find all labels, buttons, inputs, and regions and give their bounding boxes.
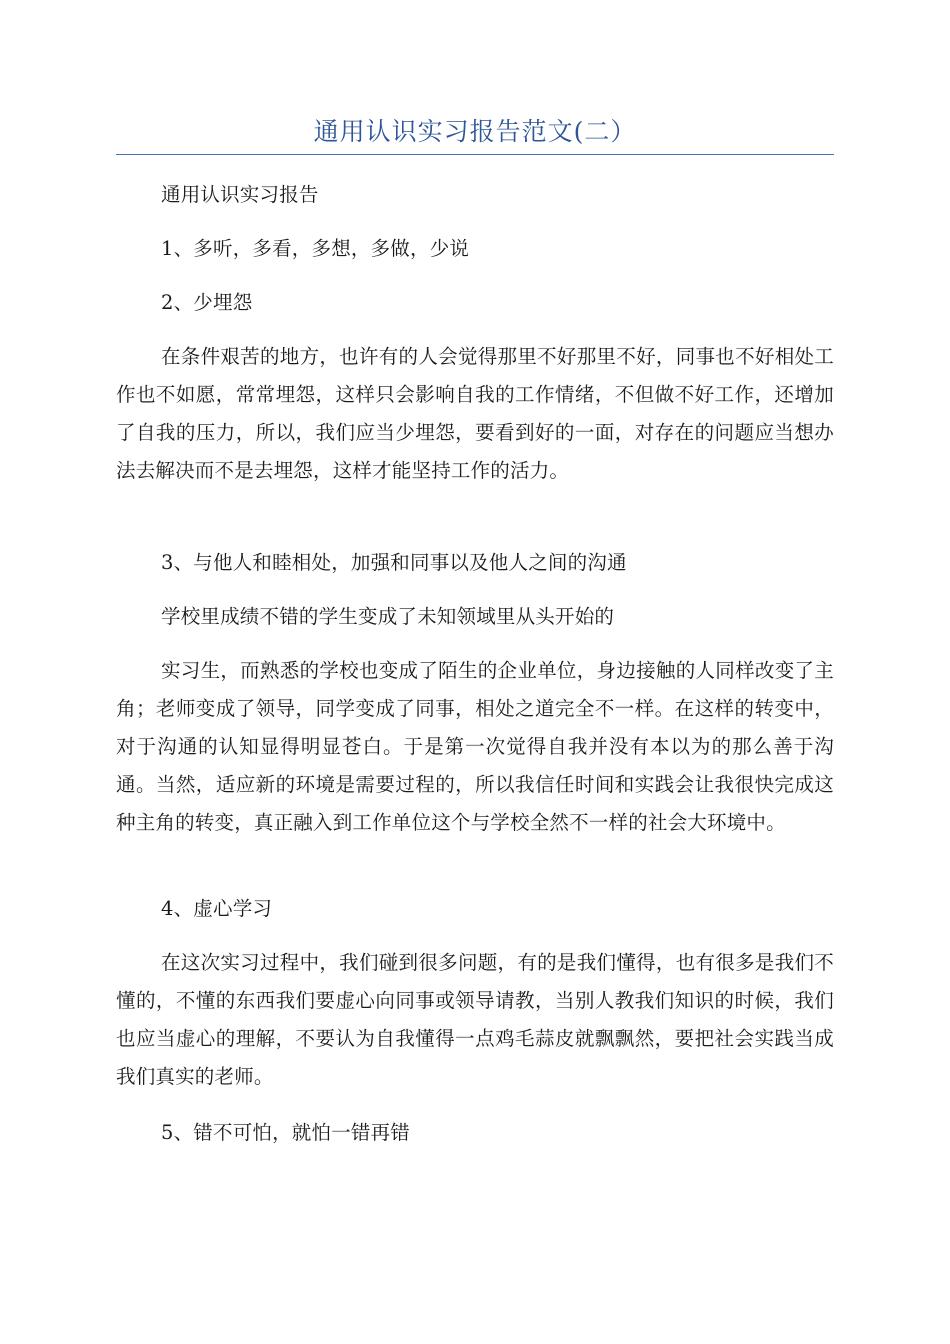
paragraph-point-4: 4、虚心学习 <box>161 897 273 920</box>
paragraph-point-1: 1、多听，多看，多想，多做，少说 <box>161 237 470 260</box>
paragraph-body-4: 在这次实习过程中，我们碰到很多问题，有的是我们懂得，也有很多是我们不懂的，不懂的东西我们要虚心向同事或领导请教，当别人教我们知识的时候，我们也应当虚心的理解，不要认为自我懂得一点鸡毛蒜皮就飘飘然，要把社会实践当成我们真实的老师。 <box>116 951 834 1088</box>
paragraph-point-3: 3、与他人和睦相处，加强和同事以及他人之间的沟通 <box>161 551 627 574</box>
document-title: 通用认识实习报告范文(二） <box>313 117 637 146</box>
paragraph-body-3: 实习生，而熟悉的学校也变成了陌生的企业单位，身边接触的人同样改变了主角；老师变成了领导，同学变成了同事，相处之道完全不一样。在这样的转变中，对于沟通的认知显得明显苍白。于是第一次觉得自我并没有本以为的那么善于沟通。当然，适应新的环境是需要过程的，所以我信任时间和实践会让我很快完成这种主角的转变，真正融入到工作单位这个与学校全然不一样的社会大环境中。 <box>116 659 834 834</box>
paragraph-point-2: 2、少埋怨 <box>161 291 253 314</box>
paragraph-body-2: 学校里成绩不错的学生变成了未知领域里从头开始的 <box>161 605 615 628</box>
paragraph-heading: 通用认识实习报告 <box>161 183 319 206</box>
paragraph-body-1: 在条件艰苦的地方，也许有的人会觉得那里不好那里不好，同事也不好相处工作也不如愿，常常埋怨，这样只会影响自我的工作情绪，不但做不好工作，还增加了自我的压力，所以，我们应当少埋怨，要看到好的一面，对存在的问题应当想办法去解决而不是去埋怨，这样才能坚持工作的活力。 <box>116 345 834 482</box>
title-underline <box>116 154 834 155</box>
paragraph-point-5: 5、错不可怕，就怕一错再错 <box>161 1121 411 1144</box>
